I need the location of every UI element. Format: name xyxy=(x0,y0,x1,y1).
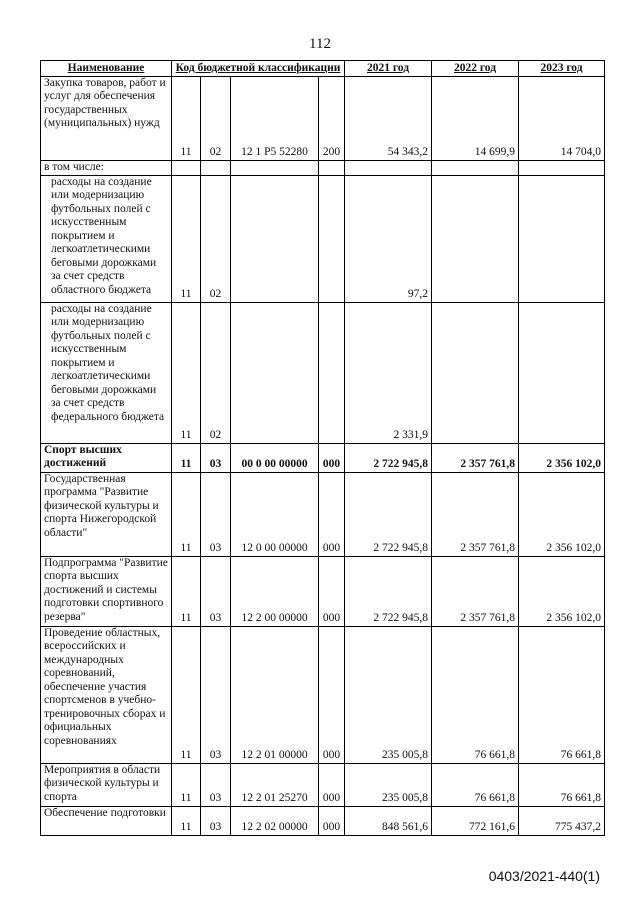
value-2021: 848 561,6 xyxy=(345,806,432,835)
header-2022: 2022 год xyxy=(432,61,519,77)
value-2022: 772 161,6 xyxy=(432,806,519,835)
code-section: 11 xyxy=(172,472,201,556)
code-type: 000 xyxy=(319,556,345,626)
table-row xyxy=(41,806,605,835)
table-row xyxy=(41,763,605,806)
value-2023: 775 437,2 xyxy=(519,806,605,835)
value-2022 xyxy=(432,302,519,443)
table-row xyxy=(41,76,605,160)
code-section xyxy=(172,160,201,175)
row-name: Государственная программа "Развитие физической культуры и спорта Нижегородской области" xyxy=(41,472,172,556)
header-name: Наименование xyxy=(41,61,172,77)
row-name: расходы на создание или модернизацию футбольных полей с искусственным покрытием и легкоатлетическими беговыми дорожками за счет средств федерального бюджета xyxy=(41,302,172,443)
code-subsection: 03 xyxy=(201,806,231,835)
code-subsection: 03 xyxy=(201,443,231,472)
code-type: 200 xyxy=(319,76,345,160)
code-section: 11 xyxy=(172,806,201,835)
code-target: 12 1 Р5 52280 xyxy=(231,76,319,160)
value-2022: 76 661,8 xyxy=(432,626,519,763)
row-name: Спорт высших достижений xyxy=(41,443,172,472)
value-2023 xyxy=(519,175,605,302)
code-section: 11 xyxy=(172,302,201,443)
code-subsection: 03 xyxy=(201,556,231,626)
code-subsection: 03 xyxy=(201,626,231,763)
value-2023: 2 356 102,0 xyxy=(519,556,605,626)
value-2023 xyxy=(519,160,605,175)
code-type: 000 xyxy=(319,763,345,806)
code-subsection: 02 xyxy=(201,302,231,443)
code-type xyxy=(319,175,345,302)
row-name: расходы на создание или модернизацию футбольных полей с искусственным покрытием и легкоатлетическими беговыми дорожками за счет средств областного бюджета xyxy=(41,175,172,302)
value-2023: 2 356 102,0 xyxy=(519,443,605,472)
table-row xyxy=(41,626,605,763)
row-name: в том числе: xyxy=(41,160,172,175)
value-2023: 76 661,8 xyxy=(519,626,605,763)
table-row xyxy=(41,160,605,175)
value-2021: 97,2 xyxy=(345,175,432,302)
code-target: 12 2 02 00000 xyxy=(231,806,319,835)
code-target: 12 0 00 00000 xyxy=(231,472,319,556)
code-section: 11 xyxy=(172,76,201,160)
value-2022: 2 357 761,8 xyxy=(432,472,519,556)
table-row xyxy=(41,556,605,626)
value-2022: 76 661,8 xyxy=(432,763,519,806)
code-target xyxy=(231,175,319,302)
value-2021: 2 722 945,8 xyxy=(345,443,432,472)
document-number: 0403/2021-440(1) xyxy=(488,868,600,884)
value-2021: 2 722 945,8 xyxy=(345,472,432,556)
value-2022 xyxy=(432,175,519,302)
value-2022: 2 357 761,8 xyxy=(432,443,519,472)
table-row xyxy=(41,302,605,443)
code-type: 000 xyxy=(319,472,345,556)
code-subsection: 03 xyxy=(201,472,231,556)
code-type xyxy=(319,302,345,443)
value-2021: 2 722 945,8 xyxy=(345,556,432,626)
value-2023 xyxy=(519,302,605,443)
table-header-row xyxy=(41,61,605,77)
code-type: 000 xyxy=(319,443,345,472)
code-section: 11 xyxy=(172,626,201,763)
code-target: 12 2 00 00000 xyxy=(231,556,319,626)
page-number: 112 xyxy=(309,36,331,52)
code-target: 12 2 01 25270 xyxy=(231,763,319,806)
row-name: Мероприятия в области физической культуры и спорта xyxy=(41,763,172,806)
row-name: Проведение областных, всероссийских и международных соревнований, обеспечение участия спортсменов в учебно-тренировочных сборах и официальных соревнованиях xyxy=(41,626,172,763)
table-row xyxy=(41,175,605,302)
code-target xyxy=(231,302,319,443)
value-2022 xyxy=(432,160,519,175)
value-2022: 14 699,9 xyxy=(432,76,519,160)
value-2021: 235 005,8 xyxy=(345,763,432,806)
code-section: 11 xyxy=(172,443,201,472)
code-subsection: 02 xyxy=(201,175,231,302)
value-2023: 2 356 102,0 xyxy=(519,472,605,556)
value-2021: 235 005,8 xyxy=(345,626,432,763)
code-target: 12 2 01 00000 xyxy=(231,626,319,763)
code-section: 11 xyxy=(172,556,201,626)
value-2023: 14 704,0 xyxy=(519,76,605,160)
value-2023: 76 661,8 xyxy=(519,763,605,806)
code-target: 00 0 00 00000 xyxy=(231,443,319,472)
code-target xyxy=(231,160,319,175)
row-name: Подпрограмма "Развитие спорта высших достижений и системы подготовки спортивного резерва" xyxy=(41,556,172,626)
header-code: Код бюджетной классификации xyxy=(172,61,345,77)
code-type: 000 xyxy=(319,806,345,835)
header-2023: 2023 год xyxy=(519,61,605,77)
value-2021 xyxy=(345,160,432,175)
code-section: 11 xyxy=(172,763,201,806)
code-type xyxy=(319,160,345,175)
table-row xyxy=(41,472,605,556)
value-2022: 2 357 761,8 xyxy=(432,556,519,626)
row-name: Обеспечение подготовки xyxy=(41,806,172,835)
row-name: Закупка товаров, работ и услуг для обеспечения государственных (муниципальных) нужд xyxy=(41,76,172,160)
code-subsection: 02 xyxy=(201,76,231,160)
code-subsection xyxy=(201,160,231,175)
code-section: 11 xyxy=(172,175,201,302)
code-type: 000 xyxy=(319,626,345,763)
budget-table xyxy=(40,60,605,836)
value-2021: 2 331,9 xyxy=(345,302,432,443)
value-2021: 54 343,2 xyxy=(345,76,432,160)
header-2021: 2021 год xyxy=(345,61,432,77)
code-subsection: 03 xyxy=(201,763,231,806)
table-row xyxy=(41,443,605,472)
